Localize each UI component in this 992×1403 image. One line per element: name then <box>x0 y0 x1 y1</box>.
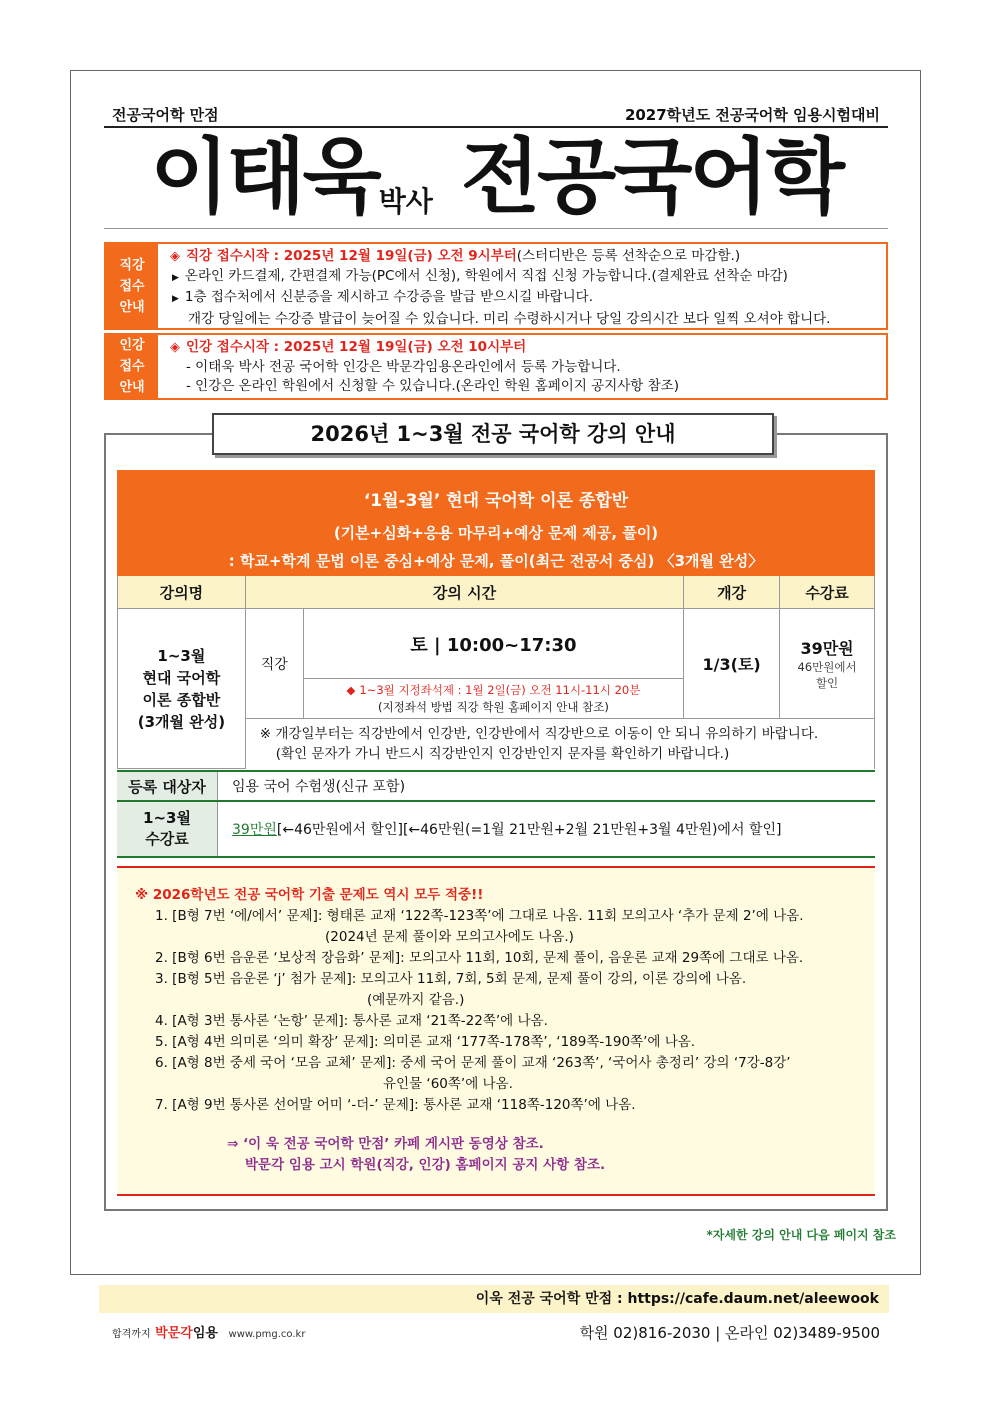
header-left-label: 전공국어학 만점 <box>112 106 219 124</box>
exam-items <box>155 906 875 1116</box>
list-item: 4. [A형 3번 통사론 ‘논항’ 문제]: 통사론 교재 ‘21쪽-22쪽’에 나옴. <box>155 1013 548 1029</box>
online-notice-side: 인강 접수 안내 <box>106 335 158 398</box>
seat-note: 1~3월 지정좌석제 : 1월 2일(금) 오전 11시-11시 20분 <box>359 682 641 697</box>
list-item: 1. [B형 7번 ‘에/에서’ 문제]: 형태론 교재 ‘122쪽-123쪽’에 그대로 나옴. 11회 모의고사 ‘추가 문제 2’에 나옴. <box>155 908 804 924</box>
main-title <box>0 128 992 228</box>
online-headline: 인강 접수시작 : 2025년 12월 19일(금) 오전 10시부터 <box>186 339 527 355</box>
instructor-suffix: 박사 <box>378 185 433 218</box>
offline-line-2: 1층 접수처에서 신분증을 제시하고 수강증을 발급 받으시길 바랍니다. <box>184 289 593 305</box>
offline-headline-row <box>170 247 886 267</box>
cafe-link[interactable]: 이욱 전공 국어학 만점 : https://cafe.daum.net/aleewook <box>99 1285 889 1313</box>
offline-notice <box>104 242 888 330</box>
course-table <box>117 576 875 769</box>
course-header <box>117 470 875 576</box>
triangle-bullet-icon: ▶ <box>172 272 179 283</box>
reference-2: 박문각 임용 고시 학원(직강, 인강) 홈페이지 공지 사항 참조. <box>245 1157 606 1173</box>
list-item-cont: 유인물 ‘60쪽’에 나옴. <box>383 1076 513 1092</box>
header-right-label: 2027학년도 전공국어학 임용시험대비 <box>624 106 880 124</box>
offline-headline: 직강 접수시작 : 2025년 12월 19일(금) 오전 9시부터 <box>186 248 517 264</box>
header-start: 개강 <box>684 576 780 609</box>
class-time: 토 | 10:00~17:30 <box>303 609 683 679</box>
list-item: 3. [B형 5번 음운론 ‘j’ 첨가 문제]: 모의고사 11회, 7회, 5회 문제, 문제 풀이 강의, 이론 강의에 나옴. <box>155 971 747 987</box>
publisher-logo: 합격까지 박문각임용 www.pmg.co.kr <box>112 1326 306 1341</box>
table-row <box>117 771 875 801</box>
online-line-2: - 인강은 온라인 학원에서 신청할 수 있습니다.(온라인 학원 홈페이지 공지사항 참조) <box>186 378 679 394</box>
contact-phone: 학원 02)816-2030 | 온라인 02)3489-9500 <box>579 1324 880 1342</box>
list-item: 2. [B형 6번 음운론 ‘보상적 장음화’ 문제]: 모의고사 11회, 10회, 문제 풀이, 음운론 교재 29쪽에 그대로 나옴. <box>155 950 804 966</box>
online-line-1: - 이태욱 박사 전공 국어학 인강은 박문각임용온라인에서 등록 가능합니다. <box>186 358 621 375</box>
offline-headline-note: (스터디반은 등록 선착순으로 마감함.) <box>516 248 741 264</box>
target-label: 등록 대상자 <box>117 771 218 801</box>
start-date: 1/3(토) <box>684 609 780 719</box>
seat-note-2: (지정좌석 방법 직강 학원 홈페이지 안내 참조) <box>378 699 609 714</box>
fee-cell <box>780 609 875 719</box>
exam-references <box>227 1134 605 1176</box>
offline-line-3: 개강 당일에는 수강증 발급이 늦어질 수 있습니다. 미리 수령하시거나 당일 강의시간 보다 일찍 오셔야 합니다. <box>188 310 831 327</box>
header-fee: 수강료 <box>780 576 875 609</box>
diamond-bullet-icon: ◆ <box>346 682 360 697</box>
registration-table <box>117 770 875 858</box>
diamond-icon: ◈ <box>170 340 180 355</box>
list-item-cont: (예문까지 같음.) <box>367 992 465 1008</box>
fee-label: 1~3월 수강료 <box>117 801 218 857</box>
course-header-line-2: (기본+심화+응용 마무리+예상 문제 제공, 풀이) <box>333 524 659 542</box>
list-item: 6. [A형 8번 중세 국어 ‘모음 교체’ 문제]: 중세 국어 문제 풀이 교재 ‘263쪽’, ‘국어사 총정리’ 강의 ‘7강-8강’ <box>155 1055 791 1071</box>
course-header-line-3: : 학교+학계 문법 이론 중심+예상 문제, 풀이(최근 전공서 중심) 〈3개월 완성〉 <box>228 552 764 570</box>
website-link[interactable]: www.pmg.co.kr <box>228 1329 306 1340</box>
reference-1: ⇒ ‘이 욱 전공 국어학 만점’ 카페 게시판 동영상 참조. <box>227 1136 544 1152</box>
course-banner-title: 2026년 1~3월 전공 국어학 강의 안내 <box>212 413 774 455</box>
exam-hit-section <box>117 866 875 1196</box>
table-header-row <box>118 576 875 609</box>
target-value: 임용 국어 수험생(신규 포함) <box>218 771 876 801</box>
fee-note-1: 46만원에서 <box>797 660 857 674</box>
title-divider <box>104 228 888 229</box>
class-type: 직강 <box>245 609 303 719</box>
exam-heading: ※ 2026학년도 전공 국어학 기출 문제도 역시 모두 적중!! <box>135 887 484 903</box>
triangle-bullet-icon: ▶ <box>172 294 179 304</box>
list-item: 7. [A형 9번 통사론 선어말 어미 ‘-더-’ 문제]: 통사론 교재 ‘118쪽-120쪽’에 나옴. <box>155 1097 636 1113</box>
fee-value <box>218 801 876 857</box>
remark-cell <box>245 719 874 769</box>
online-notice <box>104 333 888 400</box>
remark-2: (확인 문자가 가니 반드시 직강반인지 인강반인지 문자를 확인하기 바랍니다.) <box>275 745 730 762</box>
fee-link[interactable]: 39만원 <box>232 822 277 838</box>
next-page-note: *자세한 강의 안내 다음 페이지 참조 <box>706 1228 896 1242</box>
offline-notice-side: 직강 접수 안내 <box>106 244 158 328</box>
header-course-name: 강의명 <box>118 576 246 609</box>
course-header-line-1: ‘1월-3월’ 현대 국어학 이론 종합반 <box>363 491 629 511</box>
fee-detail: [←46만원에서 할인][←46만원(=1월 21만원+2월 21만원+3월 4만원)에서 할인] <box>276 822 782 838</box>
diamond-icon: ◈ <box>170 249 180 264</box>
header-time: 강의 시간 <box>245 576 683 609</box>
instructor-name: 이태욱 <box>150 130 379 225</box>
fee-amount: 39만원 <box>800 639 854 658</box>
remark-1: ※ 개강일부터는 직강반에서 인강반, 인강반에서 직강반으로 이동이 안 되니 유의하기 바랍니다. <box>259 725 819 742</box>
subject-title: 전공국어학 <box>460 130 842 225</box>
list-item-cont: (2024년 문제 풀이와 모의고사에도 나옴.) <box>325 929 574 945</box>
fee-note-2: 할인 <box>815 676 839 690</box>
list-item: 5. [A형 4번 의미론 ‘의미 확장’ 문제]: 의미론 교재 ‘177쪽-178쪽’, ‘189쪽-190쪽’에 나옴. <box>155 1034 696 1050</box>
table-row <box>117 801 875 857</box>
seat-note-cell <box>303 679 683 719</box>
offline-line-1: 온라인 카드결제, 간편결제 가능(PC에서 신청), 학원에서 직접 신청 가능합니다.(결제완료 선착순 마감) <box>184 267 788 284</box>
table-row <box>118 609 875 679</box>
course-name-cell: 1~3월 현대 국어학 이론 종합반 (3개월 완성) <box>118 609 246 769</box>
